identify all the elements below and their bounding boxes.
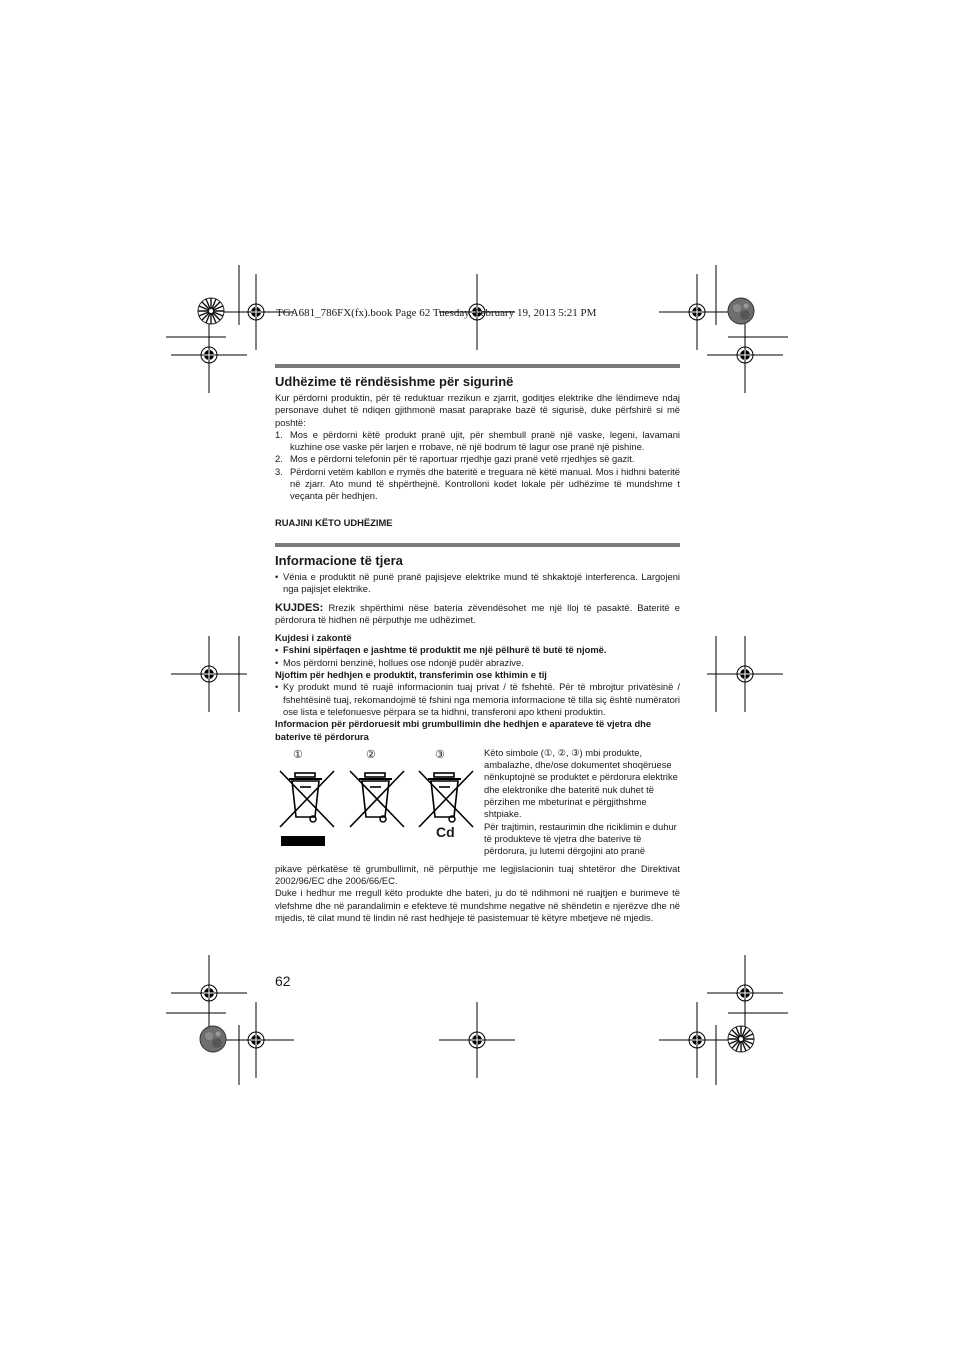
- safety-list: [275, 429, 680, 503]
- safety-title: Udhëzime të rëndësishme për sigurinë: [275, 374, 514, 389]
- symbols-explanation: Këto simbole (①, ②, ③) mbi produkte, ambalazhe, dhe/ose dokumentet shoqëruese nënkuptojnë se produktet e përdorura elektrike dhe elektronike dhe bateritë nuk duhet të përzihen me mbeturinat e përgjithshme shtpiake. Për trajtimin, restaurimin dhe riciklimin e duhur të produkteve të vjetra dhe baterive të përdorura, ju lutemi dërgojini ato pranë: [484, 746, 678, 857]
- crossed-bin-icon-with-bar: [278, 767, 338, 847]
- care-heading: Kujdesi i zakontë: [275, 632, 352, 644]
- crossed-bin-icon: [348, 767, 408, 831]
- section-rule: [275, 543, 680, 547]
- weee-block: [275, 747, 680, 863]
- section-rule: [275, 364, 680, 368]
- crossed-bin-battery-icon: [417, 767, 477, 831]
- cadmium-label: Cd: [436, 823, 455, 840]
- interference-bullet: • Vënia e produktit në punë pranë pajisjeve elektrike mund të shkaktojë interferenca. Largojeni nga pajisjet elektrike.: [275, 570, 680, 595]
- notice-bullet: • Ky produkt mund të ruajë informacionin tuaj privat / të fshehtë. Për të mbrojtur privatësinë / fshehtësinë tuaj, rekomandojmë të fshini nga memoria informacione të tilla siç është numëratori ose lista e telefonuesve përpara se ta hidhni, transferoni apo ktheni produktin.: [275, 681, 680, 717]
- safety-item: 1. Mos e përdorni këtë produkt pranë ujit, për shembull pranë një vaske, legeni, lavamani kuzhine ose vaske për larjen e rrobave, në një bodrum të lagur ose pranë një pishine.: [275, 428, 680, 453]
- safety-item: 3. Përdorni vetëm kabllon e rrymës dhe bateritë e treguara në këtë manual. Mos i hidhni bateritë në zjarr. Ato mund të shpërthejnë. Kontrolloni kodet lokale për udhëzime të mundshme t veçanta për hedhjen.: [275, 465, 680, 502]
- book-file-line: TGA681_786FX(fx).book Page 62 Tuesday, February 19, 2013 5:21 PM: [276, 307, 597, 319]
- treatment-continued: pikave përkatëse të grumbullimit, në përputhje me legjislacionin tuaj shtetëror dhe Direktivat 2002/96/EC dhe 2006/66/EC.: [275, 862, 680, 887]
- symbol-label-2: ②: [366, 748, 376, 761]
- caution-paragraph: KUJDES: Rrezik shpërthimi nëse bateria zëvendësohet me një lloj të pasaktë. Bateritë e përdorura të hidhen në përputhje me udhëzimet.: [275, 601, 680, 625]
- caution-label: KUJDES:: [275, 601, 324, 614]
- safety-item: 2. Mos e përdorni telefonin për të raportuar rrjedhje gazi pranë vetë rrjedhjes së gazit.: [275, 453, 635, 465]
- keep-instructions: RUAJINI KËTO UDHËZIME: [275, 516, 393, 528]
- symbol-label-3: ③: [435, 748, 445, 761]
- page-number: 62: [275, 973, 291, 989]
- final-paragraph: Duke i hedhur me rregull këto produkte dhe bateri, ju do të ndihmoni në ruajtjen e burimeve të vlefshme dhe në parandalimin e efekteve të mundshme negative në shëndetin e njerëzve dhe në mjedis, të cilat mund të lindin në rast hedhjeje të pasistemuar të këtyre mbetjeve në mjedis.: [275, 887, 680, 924]
- safety-intro: Kur përdorni produktin, për të reduktuar rrezikun e zjarrit, goditjes elektrike dhe lëndimeve ndaj personave duhet të ndiqen gjithmonë masat paraprake bazë të sigurisë, duke përfshirë si më poshtë:: [275, 392, 680, 428]
- other-info-title: Informacione të tjera: [275, 552, 403, 568]
- page-content: [275, 364, 680, 924]
- notice-heading: Njoftim për hedhjen e produktit, transferimin ose kthimin e tij: [275, 669, 547, 681]
- users-heading: Informacion për përdoruesit mbi grumbullimin dhe hedhjen e aparateve të vjetra dhe baterive të përdorura: [275, 718, 652, 742]
- symbol-label-1: ①: [293, 748, 303, 761]
- care-bullet: • Fshini sipërfaqen e jashtme të produktit me një pëlhurë të butë të njomë.: [275, 644, 607, 656]
- care-bullet: • Mos përdorni benzinë, hollues ose ndonjë pudër abrazive.: [275, 656, 524, 668]
